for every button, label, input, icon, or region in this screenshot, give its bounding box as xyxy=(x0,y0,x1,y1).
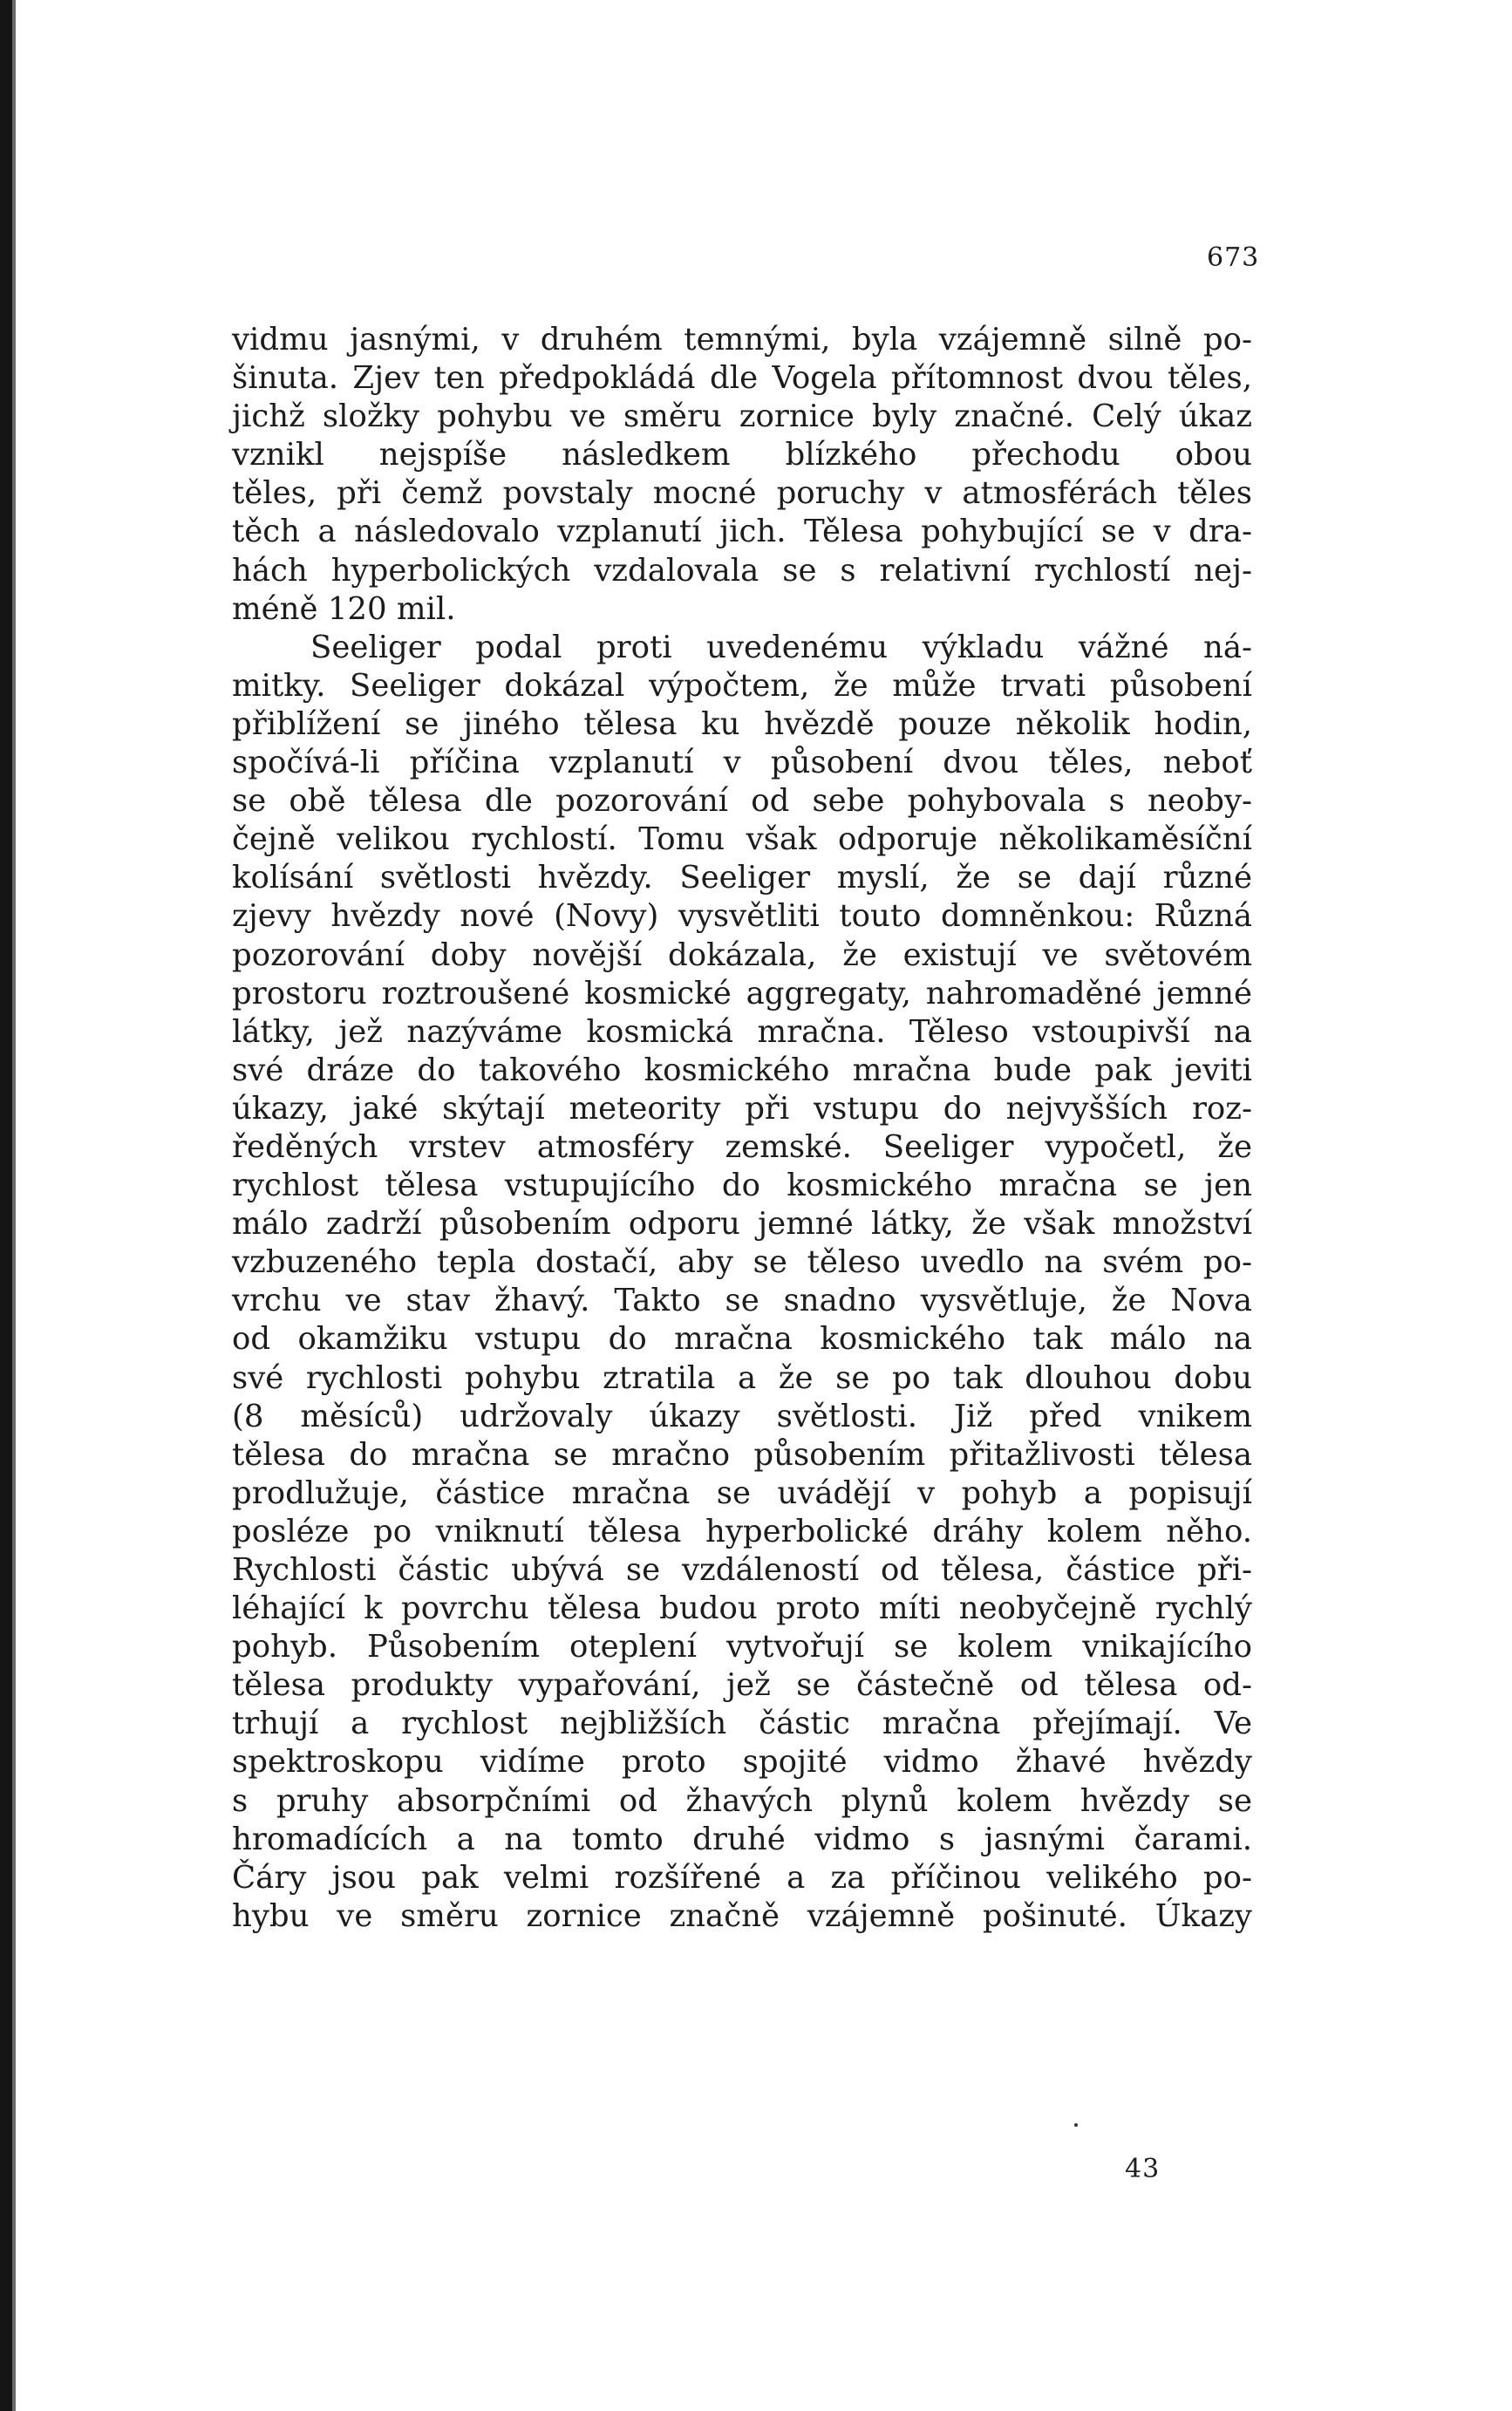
text-line: vzbuzeného tepla dostačí, aby se těleso uvedlo na svém po- xyxy=(232,1244,1252,1281)
text-line: od okamžiku vstupu do mračna kosmického tak málo na xyxy=(232,1321,1252,1358)
text-line: pohyb. Působením oteplení vytvořují se kolem vnikajícího xyxy=(232,1629,1252,1665)
text-line: pozorování doby novější dokázala, že existují ve světovém xyxy=(232,936,1252,973)
text-line: kolísání světlosti hvězdy. Seeliger myslí, že se dají různé xyxy=(232,860,1252,896)
text-line: své rychlosti pohybu ztratila a že se po tak dlouhou dobu xyxy=(232,1359,1252,1396)
text-line: Rychlosti částic ubývá se vzdáleností od tělesa, částice při- xyxy=(232,1552,1252,1588)
text-line: méně 120 mil. xyxy=(232,590,456,627)
text-line: Seeliger podal proti uvedenému výkladu vážné ná- xyxy=(310,629,1252,665)
text-line: málo zadrží působením odporu jemné látky, že však množství xyxy=(232,1206,1252,1243)
page-number: 673 xyxy=(1207,242,1260,273)
text-line: posléze po vniknutí tělesa hyperbolické dráhy kolem něho. xyxy=(232,1513,1252,1549)
text-line: těles, při čemž povstaly mocné poruchy v atmosférách těles xyxy=(232,475,1252,512)
text-line: vrchu ve stav žhavý. Takto se snadno vysvětluje, že Nova xyxy=(232,1283,1252,1319)
text-line: spočívá-li příčina vzplanutí v působení dvou těles, neboť xyxy=(232,745,1252,781)
text-line: spektroskopu vidíme proto spojité vidmo žhavé hvězdy xyxy=(232,1744,1252,1781)
text-line: vznikl nejspíše následkem blízkého přechodu obou xyxy=(232,437,1252,473)
text-line: prodlužuje, částice mračna se uvádějí v pohyb a popisují xyxy=(232,1475,1252,1511)
text-line: (8 měsíců) udržovaly úkazy světlosti. Již před vnikem xyxy=(232,1398,1252,1434)
scan-edge xyxy=(0,0,12,2411)
text-line: vidmu jasnými, v druhém temnými, byla vzájemně silně po- xyxy=(232,322,1252,358)
text-line: s pruhy absorpčními od žhavých plynů kolem hvězdy se xyxy=(232,1782,1252,1819)
text-line: Čáry jsou pak velmi rozšířené a za příčinou velikého po- xyxy=(232,1859,1252,1896)
text-line: rychlost tělesa vstupujícího do kosmického mračna se jen xyxy=(232,1168,1252,1204)
text-line: tělesa produkty vypařování, jež se částečně od tělesa od- xyxy=(232,1667,1252,1704)
body-text xyxy=(232,321,1252,1936)
text-line: mitky. Seeliger dokázal výpočtem, že může trvati působení xyxy=(232,667,1252,704)
text-line: hybu ve směru zornice značně vzájemně pošinuté. Úkazy xyxy=(232,1897,1252,1934)
text-line: hromadících a na tomto druhé vidmo s jasnými čarami. xyxy=(232,1821,1252,1857)
text-line: přiblížení se jiného tělesa ku hvězdě pouze několik hodin, xyxy=(232,705,1252,742)
text-line: hách hyperbolických vzdalovala se s relativní rychlostí nej- xyxy=(232,552,1252,589)
text-line: čejně velikou rychlostí. Tomu však odporuje několikaměsíční xyxy=(232,821,1252,858)
scan-edge-shadow xyxy=(12,0,16,2411)
text-line: těch a následovalo vzplanutí jich. Tělesa pohybující se v dra- xyxy=(232,514,1252,550)
text-line: šinuta. Zjev ten předpokládá dle Vogela přítomnost dvou těles, xyxy=(232,360,1252,397)
signature-mark: 43 xyxy=(1125,2154,1161,2184)
text-line: se obě tělesa dle pozorování od sebe pohybovala s neoby- xyxy=(232,783,1252,820)
print-speck xyxy=(1074,2123,1078,2127)
text-line: úkazy, jaké skýtají meteority při vstupu do nejvyšších roz- xyxy=(232,1090,1252,1127)
text-line: jichž složky pohybu ve směru zornice byly značné. Celý úkaz xyxy=(232,398,1252,435)
text-line: své dráze do takového kosmického mračna bude pak jeviti xyxy=(232,1052,1252,1088)
text-line: tělesa do mračna se mračno působením přitažlivosti tělesa xyxy=(232,1436,1252,1473)
text-line: trhují a rychlost nejbližších částic mračna přejímají. Ve xyxy=(232,1706,1252,1742)
text-line: prostoru roztroušené kosmické aggregaty, nahromaděné jemné xyxy=(232,975,1252,1011)
text-line: látky, jež nazýváme kosmická mračna. Těleso vstoupivší na xyxy=(232,1013,1252,1050)
text-line: zjevy hvězdy nové (Novy) vysvětliti touto domněnkou: Různá xyxy=(232,898,1252,935)
text-line: léhající k povrchu tělesa budou proto míti neobyčejně rychlý xyxy=(232,1590,1252,1627)
text-line: ředěných vrstev atmosféry zemské. Seeliger vypočetl, že xyxy=(232,1128,1252,1165)
